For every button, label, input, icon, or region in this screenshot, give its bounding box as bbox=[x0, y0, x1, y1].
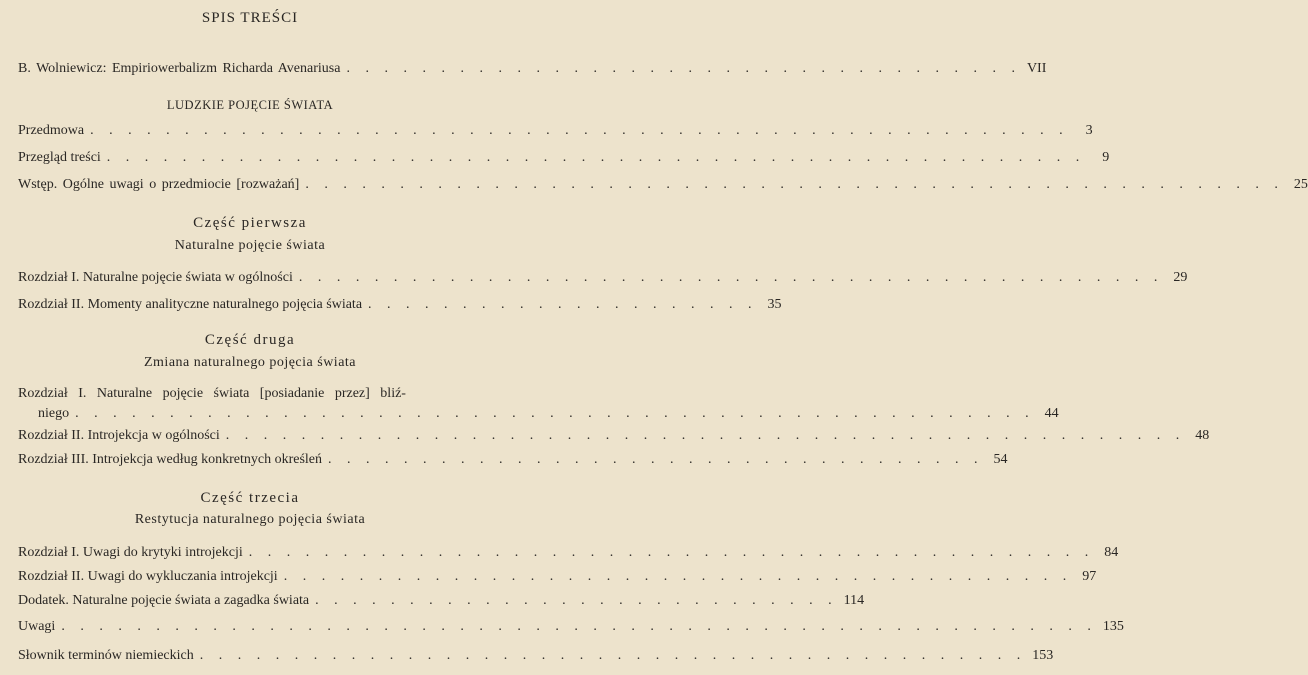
leader-dots: . . . . . . . . . . . . . . . . . . . . . . . . . . . . . . . . . . . . . . . . . . bbox=[283, 569, 1073, 584]
toc-entry-part1 bbox=[18, 297, 782, 313]
toc-entry-title: Uwagi bbox=[18, 619, 56, 634]
toc-entry-page: 97 bbox=[1082, 569, 1097, 584]
part3-label: Część trzecia bbox=[200, 490, 300, 506]
part1-subtitle: Naturalne pojęcie świata bbox=[174, 238, 326, 253]
leader-dots: . . . . . . . . . . . . . . . . . . . . . . . . . . . . . . . . . . . . . . . . . . . . . . . . . . . bbox=[75, 406, 1035, 421]
leader-dots: . . . . . . . . . . . . . . . . . . . . . . . . . . . . . . . . . . . . . . . . . . . . . . . . . . . bbox=[225, 428, 1186, 443]
toc-entry-back bbox=[18, 648, 1054, 664]
toc-entry-title: Rozdział I. Naturalne pojęcie świata w ogólności bbox=[18, 270, 293, 285]
toc-entry-title: Rozdział II. Introjekcja w ogólności bbox=[18, 428, 220, 443]
toc-entry-title: Dodatek. Naturalne pojęcie świata a zagadka świata bbox=[18, 593, 310, 608]
leader-dots: . . . . . . . . . . . . . . . . . . . . . . . . . . . . . . . . . . . . . . . . . . . . bbox=[199, 648, 1027, 663]
toc-entry-title: Rozdział I. Uwagi do krytyki introjekcji bbox=[18, 545, 243, 560]
toc-entry-intro bbox=[18, 61, 1047, 77]
toc-entry-title: B. Wolniewicz: Empiriowerbalizm Richarda Avenariusa bbox=[18, 61, 341, 76]
page-title: SPIS TREŚCI bbox=[201, 10, 299, 26]
toc-entry-title: Wstęp. Ogólne uwagi o przedmiocie [rozważań] bbox=[18, 177, 300, 192]
toc-entry-page: 44 bbox=[1044, 406, 1059, 421]
part2-label: Część druga bbox=[204, 332, 296, 348]
toc-entry-page: 35 bbox=[767, 297, 782, 312]
toc-entry-back bbox=[18, 619, 1124, 635]
leader-dots: . . . . . . . . . . . . . . . . . . . . . . . . . . . . . . . . . . . . . . . . . . . . . . . . . . . . bbox=[90, 123, 1069, 138]
toc-entry-title: Rozdział III. Introjekcja według konkretnych określeń bbox=[18, 452, 323, 467]
toc-entry-page: 114 bbox=[843, 593, 865, 608]
toc-entry-page: 84 bbox=[1104, 545, 1119, 560]
toc-entry-page: 29 bbox=[1173, 270, 1188, 285]
toc-entry-front bbox=[18, 123, 1093, 139]
main-heading: LUDZKIE POJĘCIE ŚWIATA bbox=[166, 98, 334, 112]
toc-entry-part2 bbox=[38, 406, 1059, 422]
toc-entry-page: 25 bbox=[1293, 177, 1308, 192]
toc-entry-title: Słownik terminów niemieckich bbox=[18, 648, 194, 663]
toc-entry-page: 48 bbox=[1195, 428, 1210, 443]
leader-dots: . . . . . . . . . . . . . . . . . . . . . . . . . . . . . . . . . . . . . . . . . . . . . . . . . . . . bbox=[106, 150, 1086, 165]
toc-entry-page: 3 bbox=[1085, 123, 1093, 138]
part3-subtitle: Restytucja naturalnego pojęcia świata bbox=[134, 512, 366, 527]
toc-entry-part3 bbox=[18, 569, 1097, 585]
part1-label: Część pierwsza bbox=[193, 215, 307, 231]
toc-entry-title: Przegląd treści bbox=[18, 150, 101, 165]
leader-dots: . . . . . . . . . . . . . . . . . . . . . . . . . . . . . . . . . . . bbox=[328, 452, 984, 467]
toc-entry-part2 bbox=[18, 428, 1210, 444]
part2-subtitle: Zmiana naturalnego pojęcia świata bbox=[143, 355, 357, 370]
toc-entry-part3 bbox=[18, 545, 1119, 561]
toc-entry-title: Rozdział II. Uwagi do wykluczania introjekcji bbox=[18, 569, 278, 584]
toc-entry-part2-line1: Rozdział I. Naturalne pojęcie świata [posiadanie przez] bliź- bbox=[18, 386, 406, 401]
toc-entry-page: 135 bbox=[1102, 619, 1124, 634]
toc-entry-part1 bbox=[18, 270, 1188, 286]
toc-entry-page: 153 bbox=[1032, 648, 1054, 663]
leader-dots: . . . . . . . . . . . . . . . . . . . . . . . . . . . . bbox=[315, 593, 838, 608]
leader-dots: . . . . . . . . . . . . . . . . . . . . . . . . . . . . . . . . . . . . . . . . . . . . . . . . . . . . bbox=[305, 177, 1284, 192]
leader-dots: . . . . . . . . . . . . . . . . . . . . . . . . . . . . . . . . . . . . . . . . . . . . . bbox=[248, 545, 1095, 560]
toc-entry-page: 9 bbox=[1102, 150, 1110, 165]
toc-entry-front bbox=[18, 150, 1110, 166]
toc-entry-page: VII bbox=[1026, 61, 1047, 76]
toc-entry-page: 54 bbox=[993, 452, 1008, 467]
toc-entry-title: niego bbox=[38, 406, 70, 421]
leader-dots: . . . . . . . . . . . . . . . . . . . . . bbox=[368, 297, 758, 312]
toc-entry-title: Rozdział II. Momenty analityczne naturalnego pojęcia świata bbox=[18, 297, 363, 312]
toc-entry-part3 bbox=[18, 593, 865, 609]
toc-entry-front bbox=[18, 177, 1308, 193]
toc-entry-title: Przedmowa bbox=[18, 123, 85, 138]
leader-dots: . . . . . . . . . . . . . . . . . . . . . . . . . . . . . . . . . . . . . . . . . . . . . . bbox=[298, 270, 1164, 285]
leader-dots: . . . . . . . . . . . . . . . . . . . . . . . . . . . . . . . . . . . . bbox=[346, 61, 1021, 76]
toc-entry-part2 bbox=[18, 452, 1008, 468]
leader-dots: . . . . . . . . . . . . . . . . . . . . . . . . . . . . . . . . . . . . . . . . . . . . . . . . . . . . . . . bbox=[61, 619, 1097, 634]
